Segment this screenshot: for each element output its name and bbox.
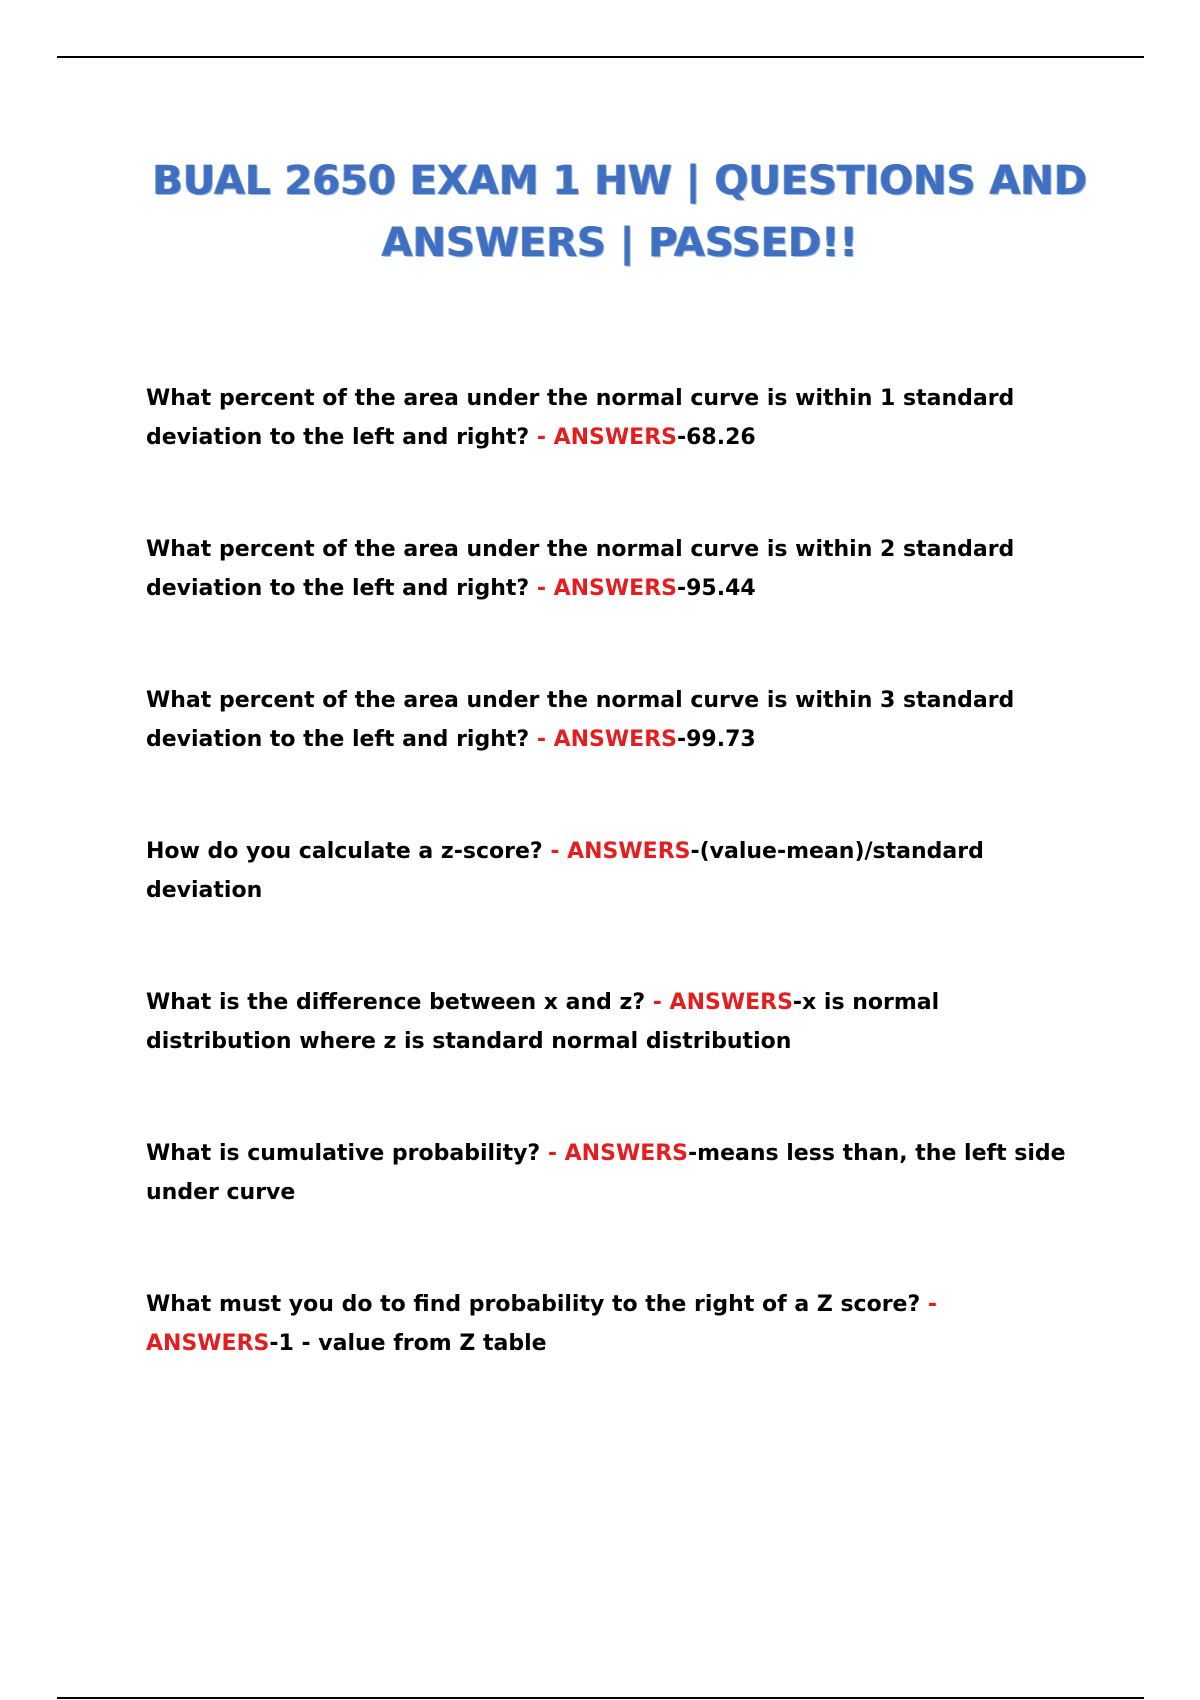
answers-label: ANSWERS xyxy=(564,1141,689,1166)
answer-separator: - xyxy=(540,1141,565,1166)
answer-separator: - xyxy=(529,727,554,752)
qa-item xyxy=(146,1285,1076,1363)
question-text: How do you calculate a z-score? xyxy=(146,839,543,864)
qa-item xyxy=(146,379,1076,457)
answer-text: -x is normal distribution where z is standard normal distribution xyxy=(146,990,940,1054)
answers-label: ANSWERS xyxy=(553,576,677,601)
question-text: What percent of the area under the normal curve is within 1 standard deviation to the left and right? xyxy=(146,386,1015,450)
answer-separator: - xyxy=(920,1292,938,1317)
qa-item xyxy=(146,681,1076,759)
answer-separator: - xyxy=(542,839,568,864)
answer-separator: - xyxy=(529,576,554,601)
answer-text: -68.26 xyxy=(676,425,756,450)
answer-text: -(value-mean)/standard deviation xyxy=(146,839,984,903)
document-title: BUAL 2650 EXAM 1 HW | QUESTIONS AND ANSWERS | PASSED!! xyxy=(152,158,1088,266)
answer-separator: - xyxy=(529,425,554,450)
answers-label: ANSWERS xyxy=(146,1331,270,1356)
qa-list xyxy=(146,379,1076,1363)
answers-label: ANSWERS xyxy=(669,990,793,1015)
answer-text: -means less than, the left side under curve xyxy=(146,1141,1066,1205)
answers-label: ANSWERS xyxy=(567,839,691,864)
top-rule xyxy=(57,56,1144,58)
question-text: What percent of the area under the normal curve is within 2 standard deviation to the left and right? xyxy=(146,537,1015,601)
bottom-rule xyxy=(57,1697,1144,1699)
answers-label: ANSWERS xyxy=(553,727,677,752)
answer-text: -95.44 xyxy=(676,576,756,601)
answer-text: -99.73 xyxy=(676,727,756,752)
qa-item xyxy=(146,1134,1076,1212)
question-text: What is cumulative probability? xyxy=(146,1141,541,1166)
question-text: What is the difference between x and z? xyxy=(146,990,646,1015)
question-text: What must you do to find probability to the right of a Z score? xyxy=(146,1292,921,1317)
answer-separator: - xyxy=(645,990,670,1015)
qa-item xyxy=(146,832,1076,910)
qa-item xyxy=(146,530,1076,608)
answer-text: -1 - value from Z table xyxy=(269,1331,547,1356)
qa-item xyxy=(146,983,1076,1061)
question-text: What percent of the area under the normal curve is within 3 standard deviation to the left and right? xyxy=(146,688,1015,752)
answers-label: ANSWERS xyxy=(553,425,677,450)
